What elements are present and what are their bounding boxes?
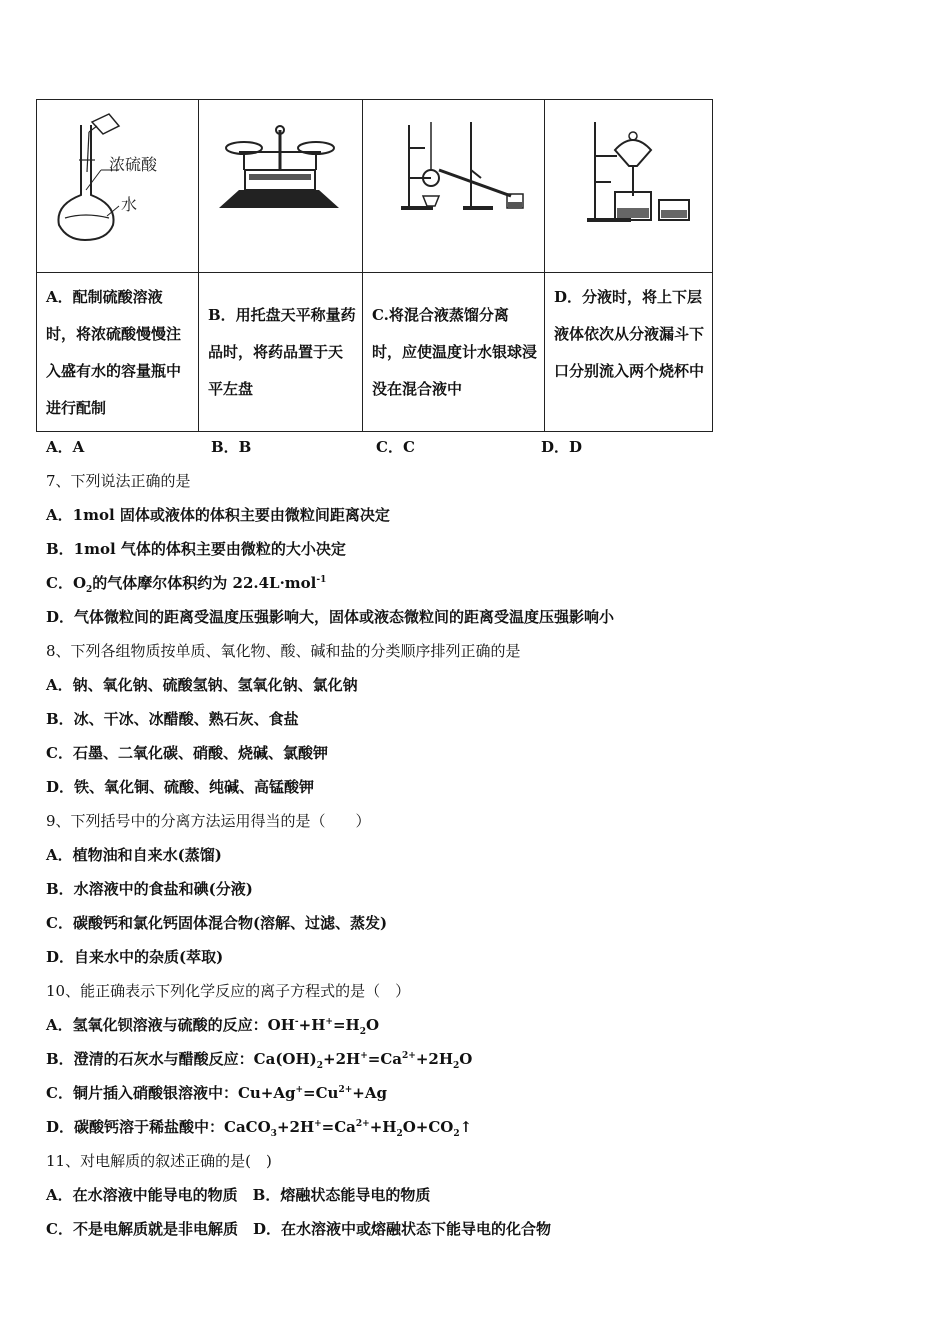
q6-options <box>46 436 582 457</box>
q8-option-c[interactable]: C．石墨、二氧化碳、硝酸、烧碱、氯酸钾 <box>46 744 328 762</box>
q11-stem: 11、对电解质的叙述正确的是( ) <box>46 1152 272 1170</box>
q7-option-c[interactable]: C．$O_2$的气体摩尔体积约为 22.4L·mol$^{-1}$ <box>46 574 327 595</box>
figure-a-cell <box>37 100 199 273</box>
caption-b: B．用托盘天平称量药品时，将药品置于天平左盘 <box>199 273 363 432</box>
q7-stem: 7、下列说法正确的是 <box>46 472 191 490</box>
q10-option-d[interactable]: D．碳酸钙溶于稀盐酸中：$CaCO_3+2H^+=Ca^{2+}+H_2O+CO_2↑$ <box>46 1118 473 1139</box>
q9-option-a[interactable]: A．植物油和自来水(蒸馏) <box>46 846 222 864</box>
q11-option-d[interactable]: D．在水溶液中或熔融状态下能导电的化合物 <box>252 1220 551 1238</box>
balance-figure <box>199 100 361 270</box>
q9-stem: 9、下列括号中的分离方法运用得当的是（ ） <box>46 812 371 830</box>
caption-d: D．分液时，将上下层液体依次从分液漏斗下口分别流入两个烧杯中 <box>545 273 713 432</box>
figure-c-cell <box>363 100 545 273</box>
q11-option-a[interactable]: A．在水溶液中能导电的物质 <box>46 1186 238 1204</box>
q9-option-b[interactable]: B．水溶液中的食盐和碘(分液) <box>46 880 253 898</box>
figure-table <box>36 99 713 432</box>
q8-option-d[interactable]: D．铁、氧化铜、硫酸、纯碱、高锰酸钾 <box>46 778 315 796</box>
q11-row-2 <box>46 1218 551 1239</box>
figure-b-cell <box>199 100 363 273</box>
q7-option-d[interactable]: D．气体微粒间的距离受温度压强影响大，固体或液态微粒间的距离受温度压强影响小 <box>46 608 615 626</box>
q7-option-b[interactable]: B．1mol 气体的体积主要由微粒的大小决定 <box>46 540 346 558</box>
q6-option-d[interactable]: D．D <box>541 438 583 456</box>
separatory-funnel-figure <box>545 100 711 270</box>
q8-option-b[interactable]: B．冰、干冰、冰醋酸、熟石灰、食盐 <box>46 710 299 728</box>
label-conc-sulfuric: 浓硫酸 <box>109 155 158 174</box>
caption-c: C.将混合液蒸馏分离时，应使温度计水银球浸没在混合液中 <box>363 273 545 432</box>
q10-option-a[interactable]: A．氢氧化钡溶液与硫酸的反应：$OH^-+H^+=H_2O$ <box>46 1016 380 1037</box>
q11-option-b[interactable]: B．熔融状态能导电的物质 <box>252 1186 431 1204</box>
q6-option-a[interactable]: A．A <box>46 438 85 456</box>
distillation-figure <box>363 100 543 270</box>
q10-option-b[interactable]: B．澄清的石灰水与醋酸反应：$Ca(OH)_2+2H^+=Ca^{2+}+2H_2O$ <box>46 1050 473 1071</box>
volumetric-flask-figure <box>37 100 197 270</box>
q10-stem: 10、能正确表示下列化学反应的离子方程式的是（ ） <box>46 982 411 1000</box>
q8-option-a[interactable]: A．钠、氧化钠、硫酸氢钠、氢氧化钠、氯化钠 <box>46 676 358 694</box>
q6-option-b[interactable]: B．B <box>211 438 252 456</box>
figure-d-cell <box>545 100 713 273</box>
q7-option-a[interactable]: A．1mol 固体或液体的体积主要由微粒间距离决定 <box>46 506 390 524</box>
q11-option-c[interactable]: C．不是电解质就是非电解质 <box>46 1220 238 1238</box>
q9-option-c[interactable]: C．碳酸钙和氯化钙固体混合物(溶解、过滤、蒸发) <box>46 914 388 932</box>
q8-stem: 8、下列各组物质按单质、氧化物、酸、碱和盐的分类顺序排列正确的是 <box>46 642 521 660</box>
q10-option-c[interactable]: C．铜片插入硝酸银溶液中：$Cu+Ag^+=Cu^{2+}+Ag$ <box>46 1084 387 1102</box>
q6-option-c[interactable]: C．C <box>376 438 415 456</box>
label-water: 水 <box>121 195 138 214</box>
q9-option-d[interactable]: D．自来水中的杂质(萃取) <box>46 948 224 966</box>
caption-a: A．配制硫酸溶液时，将浓硫酸慢慢注入盛有水的容量瓶中进行配制 <box>37 273 199 432</box>
q11-row-1 <box>46 1184 430 1205</box>
